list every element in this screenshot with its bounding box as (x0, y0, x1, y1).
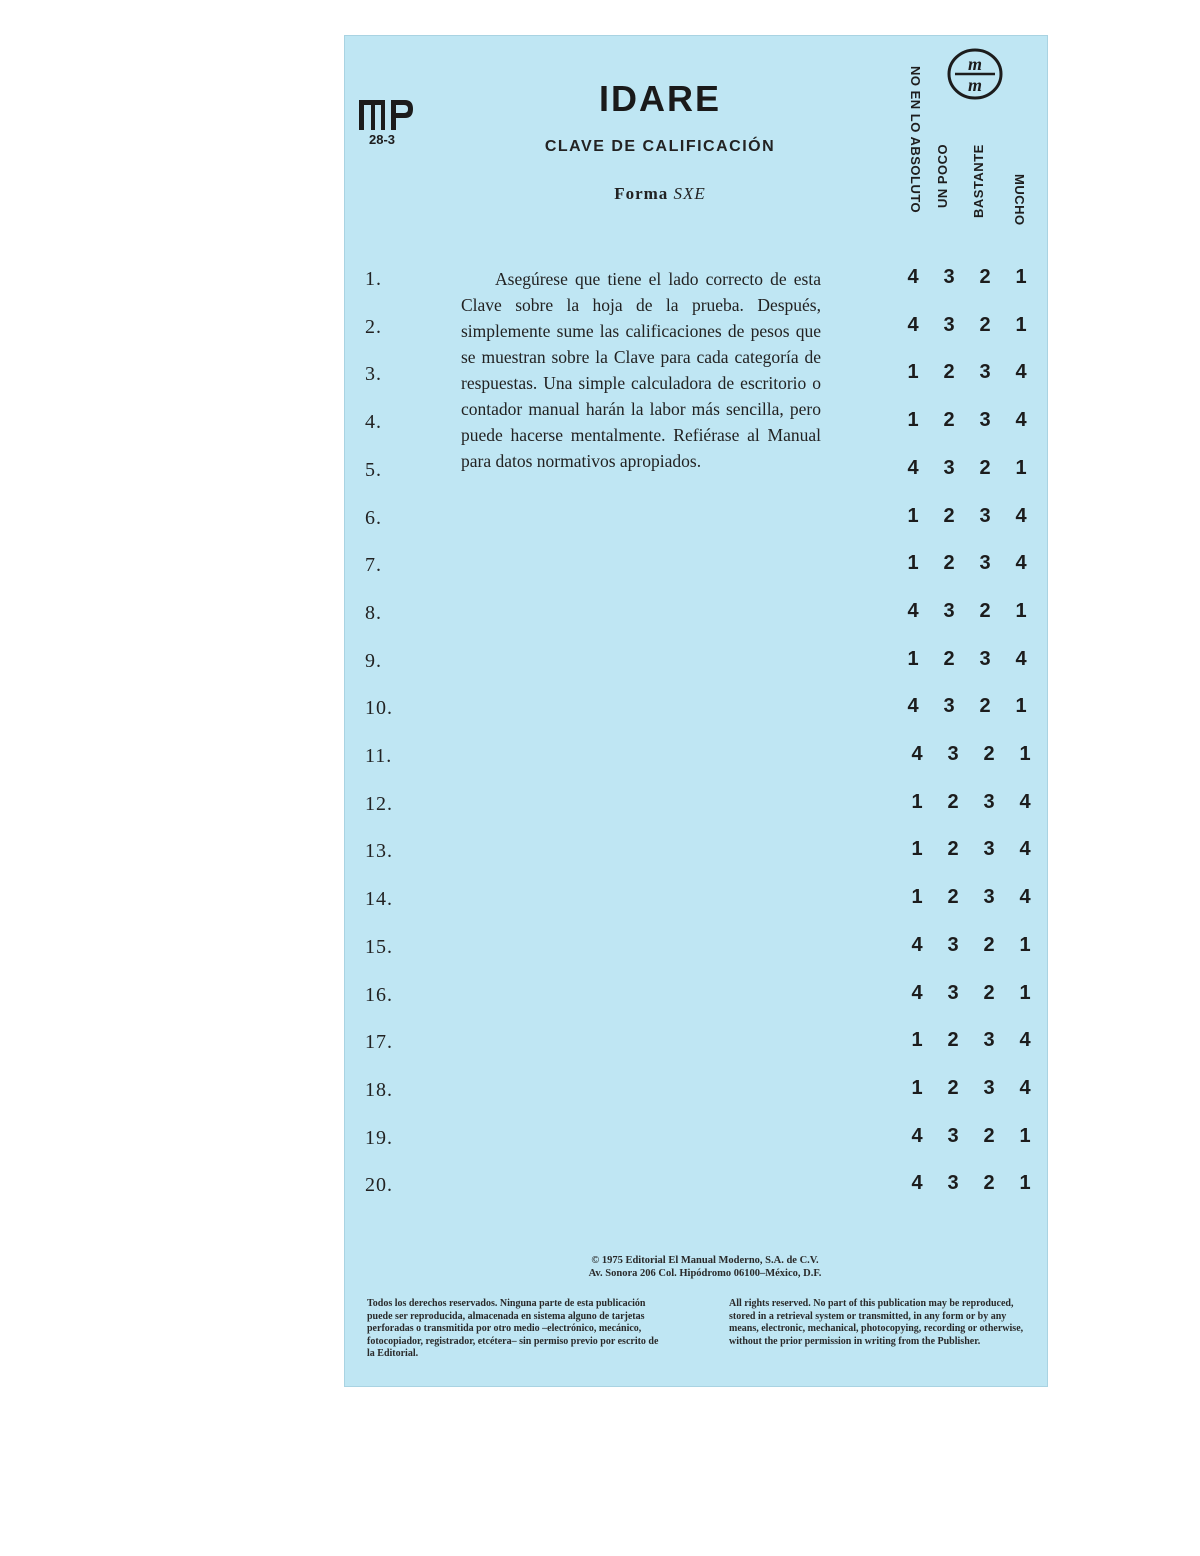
item-row (345, 363, 1049, 393)
score-value: 3 (979, 552, 991, 575)
item-row (345, 697, 1049, 727)
score-value: 2 (979, 695, 991, 718)
score-value: 3 (983, 838, 995, 861)
score-value: 1 (907, 647, 919, 670)
score-value: 2 (983, 981, 995, 1004)
score-value: 1 (1015, 695, 1027, 718)
item-number: 1. (365, 268, 382, 290)
score-value: 4 (1015, 647, 1027, 670)
svg-text:m: m (967, 54, 983, 74)
svg-text:m: m (967, 75, 983, 95)
column-header-un-poco: UN POCO (935, 144, 950, 209)
item-row (345, 840, 1049, 870)
score-value: 3 (983, 886, 995, 909)
page-subtitle: CLAVE DE CALIFICACIÓN (544, 138, 776, 155)
score-value: 3 (983, 1076, 995, 1099)
score-value: 3 (943, 599, 955, 622)
score-value: 1 (911, 1076, 923, 1099)
score-value: 1 (1015, 599, 1027, 622)
item-row (345, 1031, 1049, 1061)
form-value: SXE (673, 184, 706, 203)
item-row (345, 1124, 1049, 1157)
score-value: 1 (911, 886, 923, 909)
score-value: 3 (979, 361, 991, 384)
score-value: 1 (1019, 1124, 1031, 1147)
score-value: 4 (907, 456, 919, 479)
item-row (345, 411, 1049, 441)
item-row (345, 647, 1049, 680)
score-value: 1 (1019, 981, 1031, 1004)
item-number: 10. (365, 697, 393, 720)
score-value: 1 (911, 790, 923, 813)
item-row (345, 504, 1049, 537)
item-number: 14. (365, 888, 393, 911)
score-value: 3 (947, 933, 959, 956)
score-value: 2 (979, 266, 991, 288)
item-row (345, 554, 1049, 584)
score-value: 3 (947, 981, 959, 1004)
form-code: 28-3 (369, 132, 396, 147)
item-number: 6. (365, 506, 382, 529)
score-value: 3 (979, 409, 991, 432)
score-value: 2 (943, 409, 955, 432)
score-value: 4 (911, 1172, 923, 1195)
score-value: 2 (943, 504, 955, 527)
score-value: 4 (911, 933, 923, 956)
item-number: 7. (365, 554, 382, 577)
score-value: 3 (943, 456, 955, 479)
score-value: 2 (979, 456, 991, 479)
score-value: 4 (1015, 552, 1027, 575)
item-row (345, 745, 1049, 775)
score-value: 1 (907, 361, 919, 384)
score-value: 4 (1019, 886, 1031, 909)
score-value: 3 (983, 1029, 995, 1052)
item-number: 5. (365, 458, 382, 481)
item-number: 4. (365, 411, 382, 434)
score-value: 3 (983, 790, 995, 813)
copyright-notice (495, 1254, 915, 1280)
score-value: 3 (943, 266, 955, 288)
score-value: 3 (943, 695, 955, 718)
score-value: 3 (947, 1124, 959, 1147)
score-value: 1 (1019, 1172, 1031, 1195)
score-value: 2 (983, 743, 995, 765)
score-value: 4 (1019, 1029, 1031, 1052)
publisher-logo-mm (947, 48, 1003, 100)
score-value: 2 (947, 790, 959, 813)
score-value: 2 (947, 838, 959, 861)
score-value: 2 (979, 313, 991, 336)
item-row (345, 313, 1049, 346)
score-value: 1 (1015, 313, 1027, 336)
item-number: 16. (365, 983, 393, 1006)
score-value: 1 (1015, 266, 1027, 288)
score-value: 2 (947, 1029, 959, 1052)
score-value: 2 (943, 361, 955, 384)
score-value: 4 (1015, 409, 1027, 432)
score-value: 2 (947, 1076, 959, 1099)
score-value: 1 (1015, 456, 1027, 479)
item-number: 19. (365, 1126, 393, 1149)
score-value: 2 (983, 1124, 995, 1147)
form-label (545, 184, 775, 204)
score-value: 2 (979, 599, 991, 622)
score-value: 2 (943, 552, 955, 575)
copyright-line-2: Av. Sonora 206 Col. Hipódromo 06100–México, D.F. (588, 1268, 822, 1279)
item-number: 15. (365, 935, 393, 958)
item-number: 3. (365, 363, 382, 386)
score-value: 2 (943, 647, 955, 670)
score-value: 4 (907, 313, 919, 336)
item-row (345, 599, 1049, 632)
item-row (345, 1174, 1049, 1204)
score-value: 4 (911, 1124, 923, 1147)
score-value: 1 (907, 504, 919, 527)
score-value: 4 (1015, 361, 1027, 384)
score-value: 3 (947, 1172, 959, 1195)
score-value: 2 (983, 933, 995, 956)
score-value: 4 (907, 266, 919, 288)
column-header-mucho: MUCHO (1012, 174, 1027, 226)
item-number: 8. (365, 601, 382, 624)
column-header-bastante: BASTANTE (971, 144, 986, 218)
score-value: 4 (1019, 790, 1031, 813)
item-number: 13. (365, 840, 393, 863)
score-value: 1 (911, 838, 923, 861)
legal-notice-english: All rights reserved. No part of this publication may be reproduced, stored in a retrieval system or transmitted, in any form or by any means, electronic, mechanical, photocopying, recording or otherwise, without the prior permission in writing from the Publisher. (729, 1298, 1024, 1347)
item-number: 20. (365, 1174, 393, 1197)
score-value: 3 (979, 647, 991, 670)
score-value: 4 (907, 599, 919, 622)
score-value: 1 (911, 1029, 923, 1052)
copyright-line-1: © 1975 Editorial El Manual Moderno, S.A. de C.V. (591, 1255, 819, 1266)
form-label-text: Forma (614, 184, 669, 203)
item-row (345, 888, 1049, 918)
item-row (345, 1076, 1049, 1109)
item-row (345, 790, 1049, 823)
item-number: 11. (365, 745, 393, 767)
score-value: 4 (907, 695, 919, 718)
score-value: 3 (979, 504, 991, 527)
score-value: 4 (911, 981, 923, 1004)
item-number: 12. (365, 792, 393, 815)
item-number: 9. (365, 649, 382, 672)
score-value: 4 (1019, 838, 1031, 861)
score-value: 1 (907, 409, 919, 432)
score-value: 4 (911, 743, 923, 765)
item-row (345, 981, 1049, 1014)
score-value: 3 (947, 743, 959, 765)
score-value: 3 (943, 313, 955, 336)
item-row (345, 456, 1049, 489)
score-value: 2 (947, 886, 959, 909)
item-row (345, 268, 1049, 298)
page-title: IDARE (598, 78, 721, 119)
item-number: 2. (365, 315, 382, 338)
instructions-paragraph: Asegúrese que tiene el lado correcto de esta Clave sobre la hoja de la prueba. Después, simplemente sume las calificaciones de pesos que se muestran sobre la Clave para cada categoría de respuestas. Una simple calculadora de escritorio o contador manual harán la labor más sencilla, pero puede hacerse mentalmente. Refiérase al Manual para datos normativos apropiados. (461, 269, 821, 471)
score-value: 1 (907, 552, 919, 575)
item-number: 17. (365, 1031, 393, 1054)
score-value: 1 (1019, 933, 1031, 956)
score-value: 2 (983, 1172, 995, 1195)
column-header-no-en-lo-absoluto: NO EN LO ABSOLUTO (908, 66, 923, 214)
legal-notice-spanish: Todos los derechos reservados. Ninguna parte de esta publicación puede ser reproducida, almacenada en sistema alguno de tarjetas perforadas o transmitida por otro medio –electrónico, mecánico, fotocopiador, registrador, etcétera– sin permiso previo por escrito de la Editorial. (367, 1298, 659, 1359)
item-row (345, 933, 1049, 966)
scoring-key-card (344, 35, 1048, 1387)
score-value: 4 (1015, 504, 1027, 527)
item-number: 18. (365, 1078, 393, 1101)
publisher-logo-mp (357, 96, 417, 132)
score-value: 1 (1019, 743, 1031, 765)
score-value: 4 (1019, 1076, 1031, 1099)
